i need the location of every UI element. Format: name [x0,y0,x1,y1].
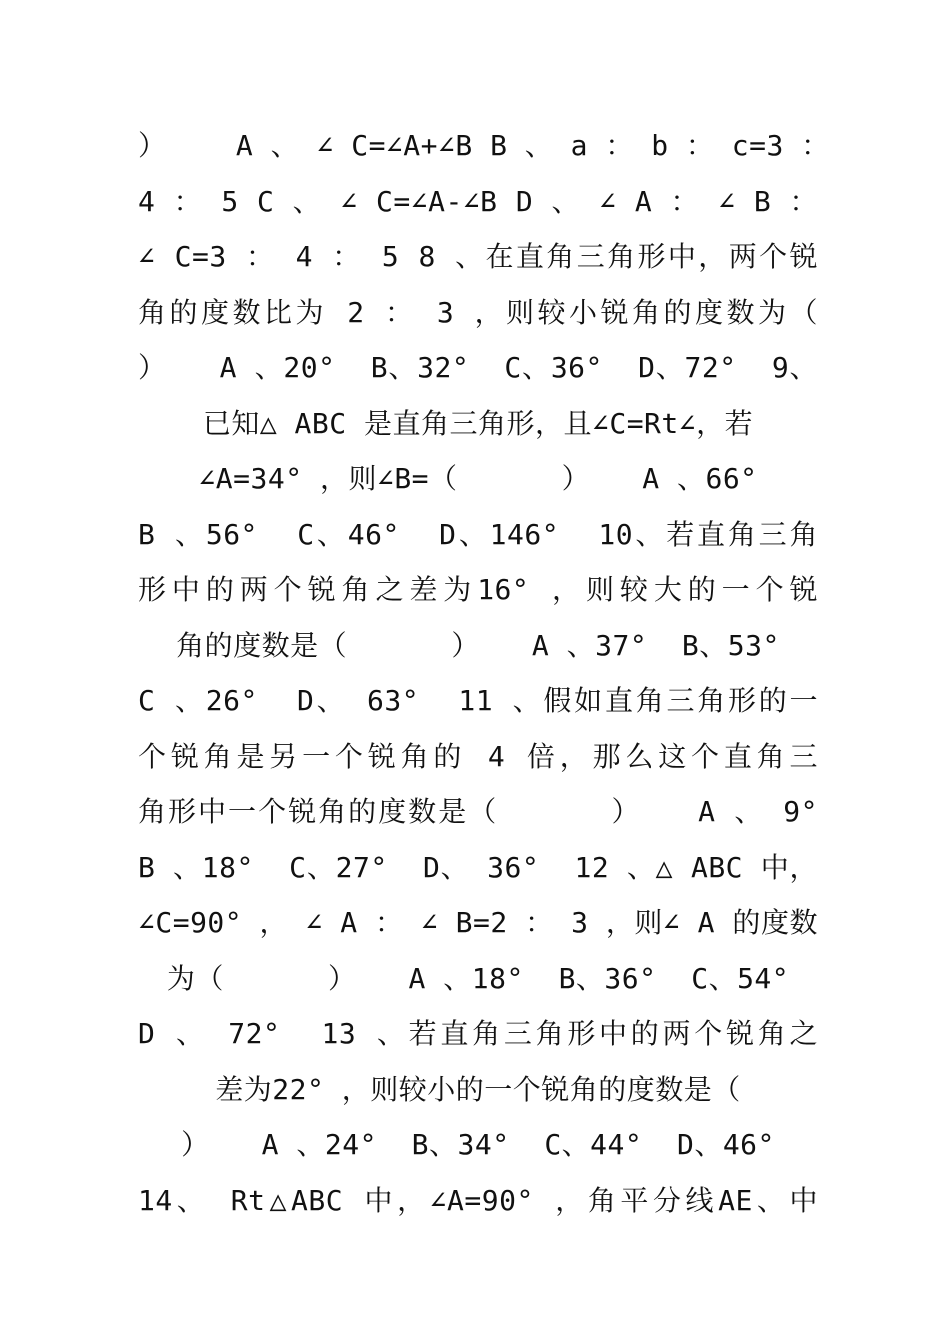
text-line-1: ） A 、 ∠ C=∠A+∠B B 、 a ： b ： c=3 ： [138,129,830,162]
text-line-9: 形中的两个锐角之差为16° ，则较大的一个锐 [138,573,818,606]
text-line-17: D 、 72° 13 、若直角三角形中的两个锐角之 [138,1017,818,1050]
text-line-18: 差为22° ，则较小的一个锐角的度数是（ [215,1072,741,1106]
text-line-13: 角形中一个锐角的度数是（ ） A 、 9° [138,795,818,828]
text-line-16: 为（ ） A 、18° B、36° C、54° [166,961,790,995]
text-line-8: B 、56° C、46° D、146° 10、若直角三角 [138,517,818,551]
text-line-11: C 、26° D、 63° 11 、假如直角三角形的一 [138,684,818,717]
question-text-block [138,118,830,1228]
text-line-14: B 、18° C、27° D、 36° 12 、△ ABC 中， [138,850,818,884]
text-line-19: ） A 、24° B、34° C、44° D、46° [181,1128,775,1161]
text-line-15: ∠C=90° ， ∠ A ： ∠ B=2 ： 3 ，则∠ A 的度数 [138,906,818,939]
text-line-12: 个锐角是另一个锐角的 4 倍，那么这个直角三 [138,739,818,773]
text-line-7: ∠A=34° ，则∠B=（ ） A 、66° [198,462,758,495]
text-line-2: 4 ： 5 C 、 ∠ C=∠A-∠B D 、 ∠ A ： ∠ B ： [138,184,818,218]
text-line-6: 已知△ ABC 是直角三角形，且∠C=Rt∠，若 [202,406,754,440]
text-line-10: 角的度数是（ ） A 、37° B、53° [176,628,780,662]
text-line-3: ∠ C=3 ： 4 ： 5 8 、在直角三角形中，两个锐 [138,240,818,273]
text-line-5: ） A 、20° B、32° C、36° D、72° 9、 [138,351,818,384]
text-line-20: 14、 Rt△ABC 中，∠A=90° ，角平分线AE、中 [138,1183,818,1217]
text-line-4: 角的度数比为 2 ： 3 ，则较小锐角的度数为（ [138,295,818,329]
